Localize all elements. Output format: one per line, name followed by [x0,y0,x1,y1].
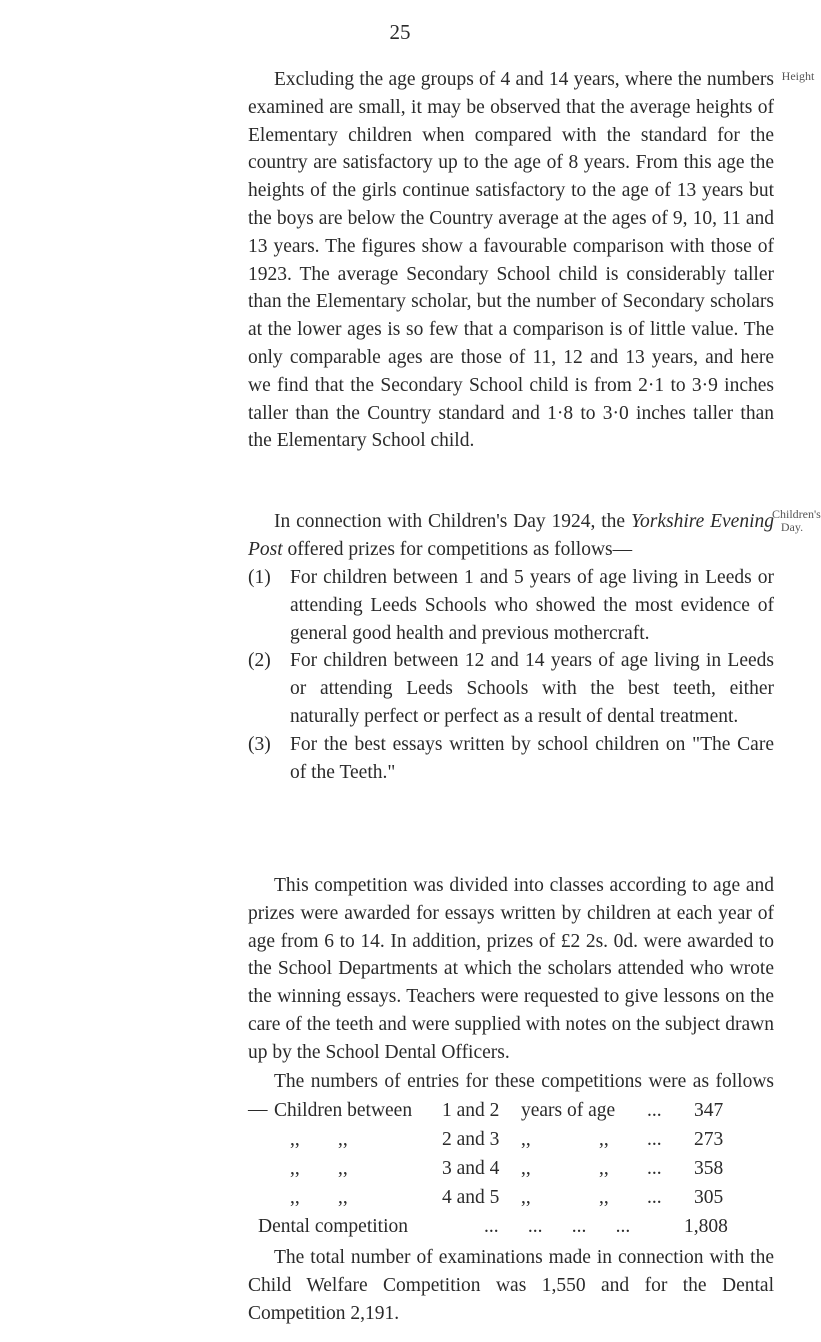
paragraph-entries-intro-text: The numbers of entries for these competitions were as follows— [248,1071,774,1120]
list-item-text: For the best essays written by school children on "The Care of the Teeth." [290,733,774,783]
paragraph-competition [248,872,774,1067]
entry-range: 3 and 4 [442,1158,500,1179]
entry-dots: ... [647,1187,662,1208]
entry-range: 4 and 5 [442,1187,500,1208]
entry-range: 1 and 2 [442,1100,500,1121]
paragraph-childrens-day-text [248,508,774,564]
table-row [274,1096,724,1125]
margin-note-height [778,70,818,83]
entry-ditto: ,, [338,1129,348,1150]
table-row [274,1154,724,1183]
paragraph-childrens-day-after: offered prizes for competitions as follows— [282,538,633,560]
entry-range: 2 and 3 [442,1129,500,1150]
list-item [248,647,774,730]
margin-note-height-text: Height [781,69,815,83]
margin-note-childrens-day-line2: Day. [780,520,804,534]
entry-dots: ... ... ... ... [484,1216,631,1237]
paragraph-heights-text: Excluding the age groups of 4 and 14 years, where the numbers examined are small, it may be observed that the average heights of Elementary children when compared with the standard for the country are satisfactory up to the age of 8 years. From this age the heights of the girls continue satisfactory to the age of 13 years but the boys are below the Country average at the ages of 9, 10, 11 and 13 years. The figures show a favourable comparison with those of 1923. The average Secondary School child is considerably taller than the Elementary scholar, but the number of Secondary scholars at the lower ages is so few that a comparison is of little value. The only comparable ages are those of 11, 12 and 13 years, and here we find that the Secondary School child is from 2·1 to 3·9 inches taller than the Country standard and 1·8 to 3·0 inches taller than the Elementary School child. [248,69,774,452]
paragraph-heights [248,66,774,455]
entry-count: 273 [694,1129,724,1150]
entry-label: Dental competition [258,1216,409,1237]
entry-ditto: ,, [290,1129,300,1150]
newspaper-name: Yorkshire Evening Post [248,511,774,560]
entry-ditto: ,, [599,1129,609,1150]
list-item-number: (3) [248,733,271,755]
entry-ditto: ,, [521,1129,531,1150]
entry-label: Children between [274,1100,413,1121]
entry-count: 1,808 [684,1216,728,1237]
table-row [274,1125,724,1154]
table-row [258,1212,728,1241]
list-item-text: For children between 12 and 14 years of age living in Leeds or attending Leeds Schools with the best teeth, either naturally perfect or perfect as a result of dental treatment. [290,650,774,727]
table-row [274,1183,724,1212]
entry-dots: ... [647,1100,662,1121]
list-item [248,564,774,647]
competition-list [248,564,774,786]
entry-ditto: ,, [599,1187,609,1208]
page-number: 25 [389,20,411,44]
paragraph-totals [248,1244,774,1327]
entries-table [258,1096,728,1241]
entry-ditto: ,, [290,1158,300,1179]
entry-ditto: ,, [338,1187,348,1208]
paragraph-competition-text: This competition was divided into classes according to age and prizes were awarded for essays written by children at each year of age from 6 to 14. In addition, prizes of £2 2s. 0d. were awarded to the School Departments at which the scholars attended who wrote the winning essays. Teachers were requested to give lessons on the care of the teeth and were supplied with notes on the subject drawn up by the School Dental Officers. [248,875,774,1063]
entry-ditto: ,, [521,1158,531,1179]
entry-dots: ... [647,1129,662,1150]
entry-count: 305 [694,1187,724,1208]
list-item-number: (2) [248,650,271,672]
entry-count: 358 [694,1158,724,1179]
margin-note-childrens-day-line1: Children's [772,507,821,521]
entry-ditto: ,, [599,1158,609,1179]
entry-count: 347 [694,1100,724,1121]
entry-unit: years of age [521,1100,616,1121]
list-item-text: For children between 1 and 5 years of age living in Leeds or attending Leeds Schools who showed the most evidence of general good health and previous mothercraft. [290,567,774,644]
list-item-number: (1) [248,567,271,588]
paragraph-totals-text: The total number of examinations made in connection with the Child Welfare Competition was 1,550 and for the Dental Competition 2,191. [248,1247,774,1324]
margin-note-childrens-day [772,507,821,534]
list-item [248,731,774,787]
entry-ditto: ,, [290,1187,300,1208]
entry-ditto: ,, [521,1187,531,1208]
paragraph-childrens-day [248,508,774,564]
entry-ditto: ,, [338,1158,348,1179]
entry-dots: ... [647,1158,662,1179]
paragraph-childrens-day-before: In connection with Children's Day 1924, the [274,511,631,532]
